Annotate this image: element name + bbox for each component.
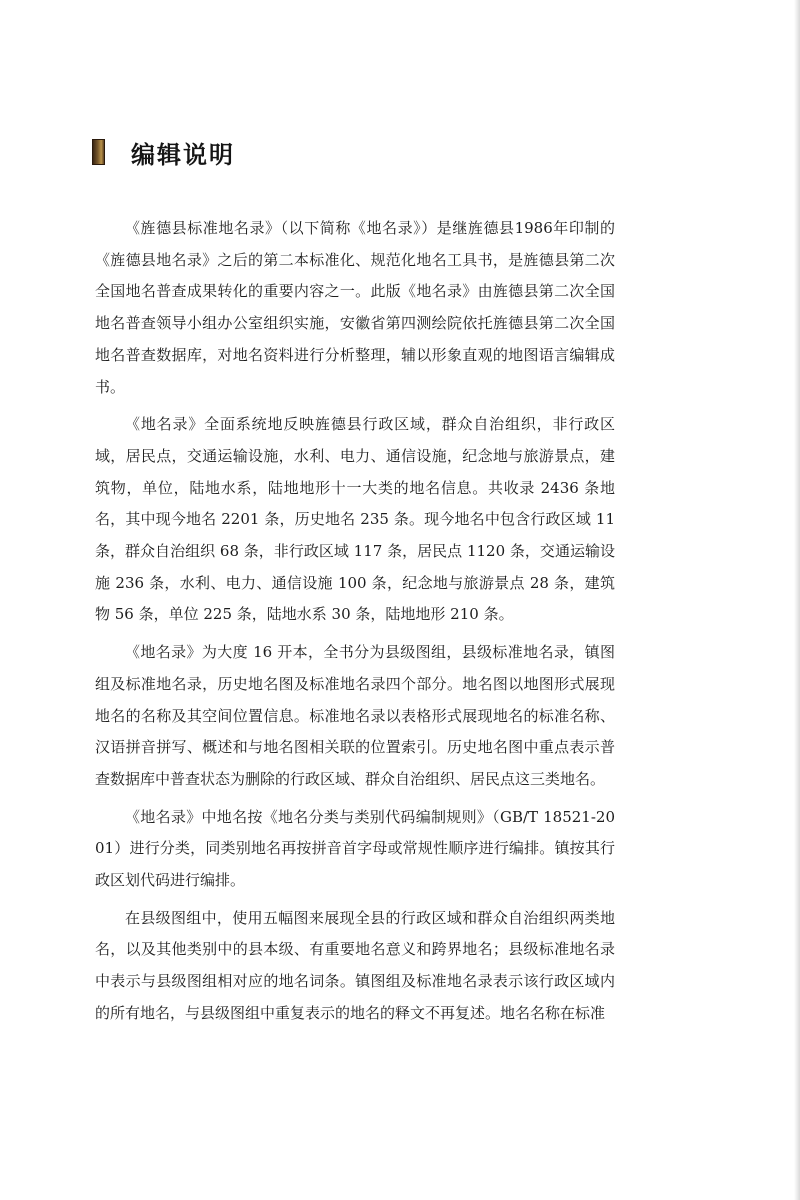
paragraph-coverage: 《地名录》全面系统地反映旌德县行政区域，群众自治组织，非行政区域，居民点，交通运输设施，水利、电力、通信设施，纪念地与旅游景点，建筑物，单位，陆地水系，陆地地形十一大类的地名信息。共收录 2436 条地名，其中现今地名 2201 条，历史地名 235 条。现今地名中包含行政区域 11 条，群众自治组织 68 条，非行政区域 117 条，居民点 1120 条，交通运输设施 236 条，水利、电力、通信设施 100 条，纪念地与旅游景点 28 条，建筑物 56 条，单位 225 条，陆地水系 30 条，陆地地形 210 条。 [95,415,615,624]
section-heading [92,132,235,172]
paragraph-intro: 《旌德县标准地名录》（以下简称《地名录》）是继旌德县1986年印制的《旌德县地名录》之后的第二本标准化、规范化地名工具书，是旌德县第二次全国地名普查成果转化的重要内容之一。此版《地名录》由旌德县第二次全国地名普查领导小组办公室组织实施，安徽省第四测绘院依托旌德县第二次全国地名普查数据库，对地名资料进行分析整理，辅以形象直观的地图语言编辑成书。 [95,219,615,396]
page-edge-shadow [794,0,800,1200]
paragraph-structure: 《地名录》为大度 16 开本，全书分为县级图组，县级标准地名录，镇图组及标准地名录，历史地名图及标准地名录四个部分。地名图以地图形式展现地名的名称及其空间位置信息。标准地名录以表格形式展现地名的标准名称、汉语拼音拼写、概述和与地名图相关联的位置索引。历史地名图中重点表示普查数据库中普查状态为删除的行政区域、群众自治组织、居民点这三类地名。 [95,643,615,788]
page-title: 编辑说明 [131,139,235,169]
heading-marker-icon [92,139,105,165]
paragraph-classification: 《地名录》中地名按《地名分类与类别代码编制规则》（GB/T 18521-2001）进行分类，同类别地名再按拼音首字母或常规性顺序进行编排。镇按其行政区划代码进行编排。 [95,807,615,890]
body-text [95,213,615,1036]
paragraph-county-maps: 在县级图组中，使用五幅图来展现全县的行政区域和群众自治组织两类地名，以及其他类别中的县本级、有重要地名意义和跨界地名；县级标准地名录中表示与县级图组相对应的地名词条。镇图组及标准地名录表示该行政区域内的所有地名，与县级图组中重复表示的地名的释文不再复述。地名名称在标准 [95,908,615,1022]
